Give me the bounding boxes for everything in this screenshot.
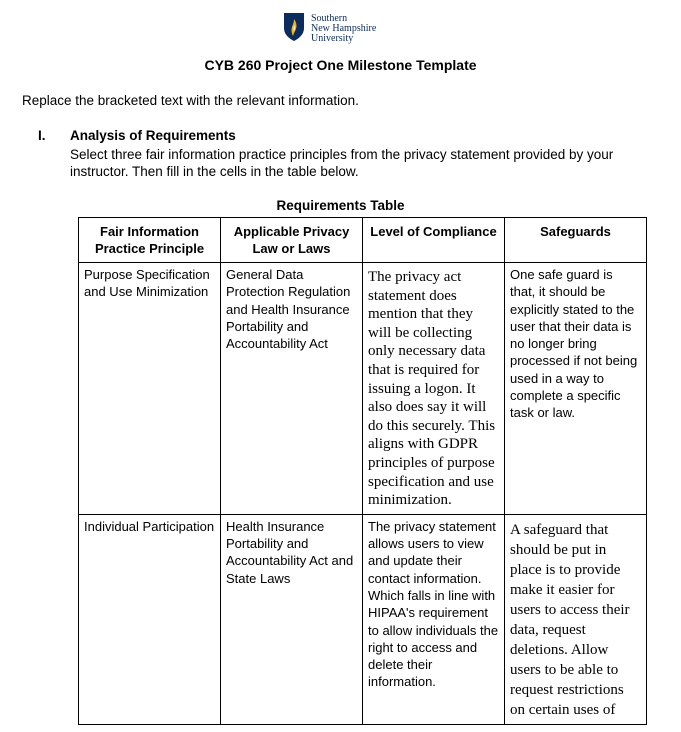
table-row [79,514,647,724]
cell-principle[interactable]: Individual Participation [79,514,221,724]
cell-laws[interactable]: Health Insurance Portability and Accountability Act and State Laws [221,514,363,724]
section-title: Analysis of Requirements [70,128,236,143]
table-header-row [79,218,647,263]
logo-wordmark [311,14,376,44]
university-logo [283,12,376,44]
document-title: CYB 260 Project One Milestone Template [204,57,477,73]
shield-flame-logo-icon [283,12,305,42]
requirements-table [78,217,647,725]
logo-line-3: University [311,33,354,44]
header-compliance: Level of Compliance [363,218,505,263]
header-laws: Applicable Privacy Law or Laws [221,218,363,263]
cell-compliance[interactable]: The privacy statement allows users to view and update their contact information. Which falls in line with HIPAA's requirement to allow individuals the right to access and delete their information. [363,514,505,724]
cell-compliance[interactable]: The privacy act statement does mention that they will be collecting only necessary data that is required for issuing a logon. It also does say it will do this securely. This aligns with GDPR principles of purpose specification and use minimization. [363,263,505,515]
table-caption: Requirements Table [276,198,405,213]
logo-line-1: Southern [311,13,348,24]
cell-laws[interactable]: General Data Protection Regulation and Health Insurance Portability and Accountability Act [221,263,363,515]
table-row [79,263,647,515]
section-number: I. [38,128,46,143]
section-description: Select three fair information practice principles from the privacy statement provided by your instructor. Then fill in the cells in the table below. [70,147,614,179]
cell-principle[interactable]: Purpose Specification and Use Minimization [79,263,221,515]
intro-instruction: Replace the bracketed text with the relevant information. [22,93,359,108]
logo-line-2: New Hampshire [311,23,377,34]
header-principle: Fair Information Practice Principle [79,218,221,263]
cell-safeguards[interactable]: A safeguard that should be put in place is to provide make it easier for users to access their data, request deletions. Allow users to be able to request restrictions on certain uses of [505,514,647,724]
header-safeguards: Safeguards [505,218,647,263]
cell-safeguards[interactable]: One safe guard is that, it should be explicitly stated to the user that their data is no longer bring processed if not being used in a way to complete a specific task or law. [505,263,647,515]
